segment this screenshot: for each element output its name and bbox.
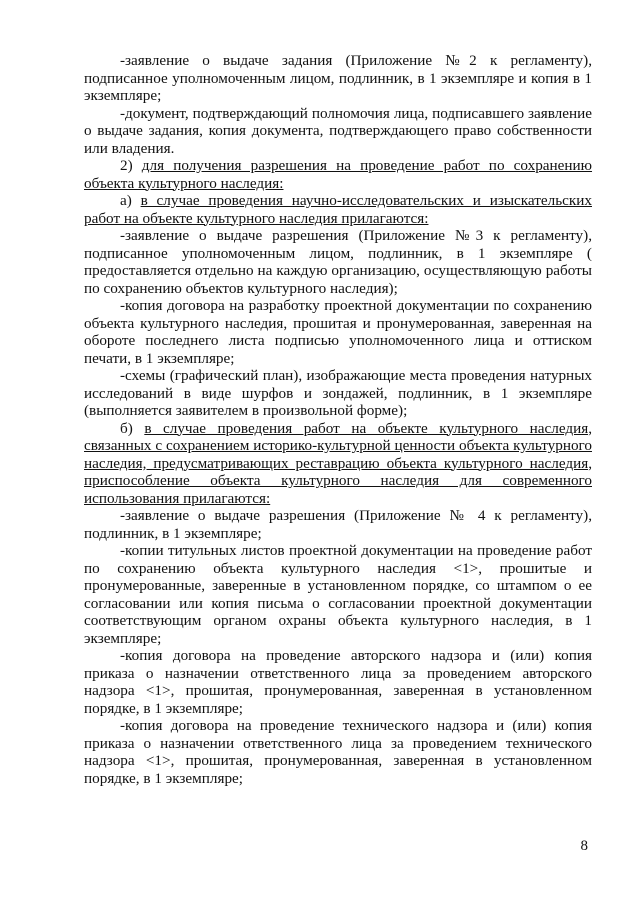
paragraph-underlined-text: в случае проведения научно-исследовательских и изыскательских работ на объекте культурного наследия прилагаются:	[84, 192, 592, 227]
paragraph-6	[84, 297, 592, 367]
document-body	[84, 52, 592, 787]
paragraph-8	[84, 420, 592, 508]
paragraph-text: -схемы (графический план), изображающие места проведения натурных исследований в виде шурфов и зондажей, подлинник, в 1 экземпляре (выполняется заявителем в произвольной форме);	[84, 367, 592, 419]
paragraph-lead: б)	[120, 419, 145, 437]
paragraph-text: -копия договора на проведение авторского надзора и (или) копия приказа о назначении ответственного лица за проведением авторского надзора <1>, прошитая, пронумерованная, заверенная в установленном порядке, в 1 экземпляре;	[84, 647, 592, 717]
paragraph-underlined-text: в случае проведения работ на объекте культурного наследия, связанных с сохранением историко-культурной ценности объекта культурного наследия, предусматривающих реставрацию объекта культурного наследия, приспособление объекта культурного наследия для современного использования прилагаются:	[84, 419, 592, 507]
paragraph-text: -документ, подтверждающий полномочия лица, подписавшего заявление о выдаче задания, копия документа, подтверждающего право собственности или владения.	[84, 104, 592, 157]
paragraph-text: -заявление о выдаче разрешения (Приложение № 4 к регламенту), подлинник, в 1 экземпляре;	[84, 507, 592, 542]
paragraph-4	[84, 192, 592, 227]
paragraph-3	[84, 157, 592, 192]
paragraph-underlined-text: для получения разрешения на проведение работ по сохранению объекта культурного наследия:	[84, 157, 593, 192]
paragraph-2	[84, 105, 592, 158]
page-number: 8	[580, 838, 588, 854]
paragraph-text: -копия договора на проведение технического надзора и (или) копия приказа о назначении ответственного лица за проведением технического надзора <1>, прошитая, пронумерованная, заверенная в установленном порядке, в 1 экземпляре;	[84, 717, 592, 787]
paragraph-5	[84, 227, 592, 297]
paragraph-text: -заявление о выдаче разрешения (Приложение №3 к регламенту), подписанное уполномоченным лицом, подлинник, в 1 экземпляре ( предоставляется отдельно на каждую организацию, осуществляющую работы по сохранению объектов культурного наследия);	[84, 227, 592, 297]
paragraph-10	[84, 542, 592, 647]
paragraph-lead: а)	[120, 192, 141, 209]
paragraph-1	[84, 52, 592, 105]
paragraph-text: -копия договора на разработку проектной документации по сохранению объекта культурного наследия, прошитая и пронумерованная, заверенная на обороте последнего листа подписью уполномоченного лица и оттиском печати, в 1 экземпляре;	[84, 297, 592, 367]
paragraph-7	[84, 367, 592, 420]
paragraph-9	[84, 507, 592, 542]
paragraph-12	[84, 717, 592, 787]
paragraph-text: -копии титульных листов проектной документации на проведение работ по сохранению объекта культурного наследия <1>, прошитые и пронумерованные, заверенные в установленном порядке, со штампом о ее согласовании или копия письма о согласовании проектной документации соответствующим органом охраны объекта культурного наследия, в 1 экземпляре;	[84, 542, 592, 647]
paragraph-text: -заявление о выдаче задания (Приложение №2 к регламенту), подписанное уполномоченным лицом, подлинник, в 1 экземпляре и копия в 1 экземпляре;	[84, 52, 592, 104]
paragraph-lead: 2)	[120, 157, 142, 174]
paragraph-11	[84, 647, 592, 717]
